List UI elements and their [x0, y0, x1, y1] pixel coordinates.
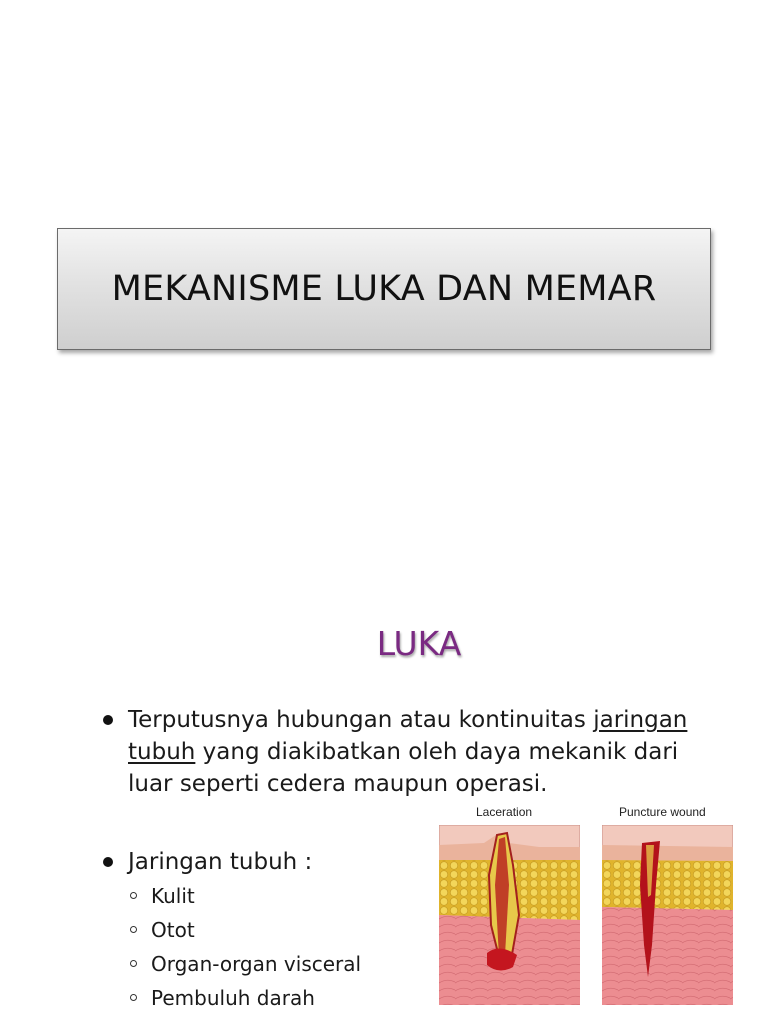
puncture-illustration [602, 825, 733, 1005]
ring-bullet-icon [130, 994, 137, 1001]
list-item [130, 952, 430, 986]
laceration-illustration [439, 825, 580, 1005]
list-item-label: Organ-organ visceral [151, 952, 362, 976]
ring-bullet-icon [130, 960, 137, 967]
definition-bullet [103, 704, 723, 800]
tissue-bullet [103, 846, 433, 878]
definition-line3: luar seperti cedera maupun operasi. [128, 771, 548, 797]
bullet-dot-icon [103, 857, 113, 867]
list-item [130, 986, 430, 1020]
list-item-label: Pembuluh darah [151, 986, 315, 1010]
list-item [130, 918, 430, 952]
definition-prefix: Terputusnya hubungan atau kontinuitas [128, 707, 594, 733]
ring-bullet-icon [130, 892, 137, 899]
list-item [130, 884, 430, 918]
definition-text [103, 704, 723, 800]
link-jaringan[interactable]: jaringan [593, 707, 688, 733]
title-box [57, 228, 711, 350]
definition-suffix: yang diakibatkan oleh daya mekanik dari [195, 739, 679, 765]
list-item-label: Kulit [151, 884, 195, 908]
slide-title: MEKANISME LUKA DAN MEMAR [111, 269, 657, 309]
content-slide [0, 592, 768, 1024]
link-tubuh[interactable]: tubuh [128, 739, 196, 765]
tissue-heading: Jaringan tubuh : [128, 849, 313, 875]
puncture-label: Puncture wound [619, 805, 706, 819]
tissue-list [130, 884, 430, 1020]
laceration-label: Laceration [476, 805, 533, 819]
ring-bullet-icon [130, 926, 137, 933]
section-heading: LUKA [376, 624, 462, 663]
list-item-label: Otot [151, 918, 195, 942]
bullet-dot-icon [103, 715, 113, 725]
